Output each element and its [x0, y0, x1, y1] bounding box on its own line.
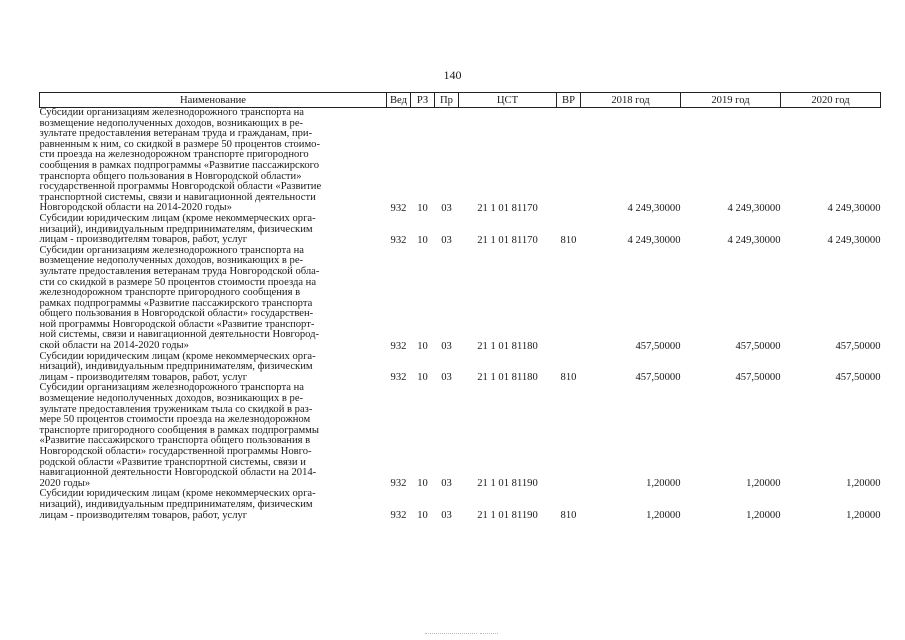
row-name-line: лицам - производителям товаров, работ, услуг: [39, 509, 248, 521]
table-row: [40, 352, 881, 384]
ved-code: 932: [390, 202, 407, 214]
pr-code: 03: [441, 202, 452, 214]
amount-2020: 1,20000: [846, 478, 881, 490]
pr-code: 03: [441, 510, 452, 522]
rz-code: 10: [417, 478, 428, 490]
row-name-line: Субсидии организациям железнодорожного транспорта на: [39, 244, 304, 256]
row-name-line: низаций), индивидуальным предпринимателям, физическим: [39, 361, 313, 373]
ved-code: 932: [390, 510, 407, 522]
row-name-line: возмещение недополученных доходов, возникающих в ре-: [39, 255, 304, 267]
table-header-row: [40, 93, 881, 108]
column-header: Наименование: [40, 93, 387, 108]
row-name-line: навигационной деятельности Новгородской области на 2014-: [39, 467, 317, 479]
row-name-line: сти проезда на железнодорожном транспорте пригородного: [39, 149, 309, 161]
row-name: [40, 246, 387, 352]
row-name-line: «Развитие пассажирского транспорта общего пользования в: [39, 435, 311, 447]
amount-2018: 4 249,30000: [627, 234, 681, 246]
row-name: [40, 489, 387, 521]
row-name-line: Субсидии юридическим лицам (кроме некоммерческих орга-: [39, 212, 316, 224]
table-body: [40, 108, 881, 522]
amount-2020: 457,50000: [835, 372, 881, 384]
column-header: Пр: [435, 93, 459, 108]
amount-2018: 457,50000: [635, 372, 681, 384]
table-row: [40, 383, 881, 489]
row-name-line: родской области «Развитие транспортной системы, связи и: [39, 456, 306, 468]
cst-code: 21 1 01 81190: [477, 510, 538, 522]
row-name: [40, 108, 387, 214]
column-header: Вед: [387, 93, 411, 108]
row-name-line: ной программы Новгородской области «Развитие транспорт-: [39, 318, 315, 330]
row-name-line: лицам - производителям товаров, работ, услуг: [39, 234, 248, 246]
amount-2020: 4 249,30000: [827, 202, 881, 214]
amount-2019: 4 249,30000: [727, 202, 781, 214]
row-name-line: сообщения в рамках подпрограммы «Развитие пассажирского: [39, 159, 319, 171]
ved-code: 932: [390, 340, 407, 352]
row-name-line: транспортной системы, связи и навигационной деятельности: [39, 191, 316, 203]
budget-table: [39, 92, 881, 521]
row-name: [40, 352, 387, 384]
page-number: 140: [443, 68, 462, 82]
amount-2018: 457,50000: [635, 340, 681, 352]
rz-code: 10: [417, 510, 428, 522]
table-row: [40, 489, 881, 521]
row-name-line: зультате предоставления ветеранам труда и гражданам, при-: [39, 128, 313, 140]
rz-code: 10: [417, 202, 428, 214]
amount-2019: 457,50000: [735, 340, 781, 352]
row-name-line: ной системы, связи и навигационной деятельности Новгород-: [39, 329, 320, 341]
row-name-line: возмещение недополученных доходов, возникающих в ре-: [39, 117, 304, 129]
vr-code: [557, 108, 581, 214]
amount-2020: 457,50000: [835, 340, 881, 352]
row-name-line: Субсидии юридическим лицам (кроме некоммерческих орга-: [39, 488, 316, 500]
cst-code: 21 1 01 81170: [477, 234, 538, 246]
row-name-line: возмещение недополученных доходов, возникающих в ре-: [39, 393, 304, 405]
column-header: 2020 год: [781, 93, 881, 108]
amount-2019: 1,20000: [746, 510, 781, 522]
amount-2019: 457,50000: [735, 372, 781, 384]
row-name-line: лицам - производителям товаров, работ, услуг: [39, 371, 248, 383]
column-header: ЦСТ: [459, 93, 557, 108]
column-header: ВР: [557, 93, 581, 108]
row-name-line: ской области на 2014-2020 годы»: [39, 340, 189, 352]
column-header: 2019 год: [681, 93, 781, 108]
table-row: [40, 246, 881, 352]
row-name-line: 2020 годы»: [39, 477, 91, 489]
row-name-line: Субсидии организациям железнодорожного транспорта на: [39, 382, 304, 394]
row-name-line: Субсидии организациям железнодорожного транспорта на: [39, 107, 304, 118]
amount-2019: 1,20000: [746, 478, 781, 490]
vr-code: 810: [560, 510, 577, 522]
row-name-line: транспорте пригородного сообщения в рамках подпрограммы: [39, 424, 319, 436]
amount-2018: 1,20000: [646, 478, 681, 490]
ved-code: 932: [390, 234, 407, 246]
row-name-line: рамках подпрограммы «Развитие пассажирского транспорта: [39, 297, 313, 309]
row-name-line: низаций), индивидуальным предпринимателям, физическим: [39, 223, 313, 235]
vr-code: 810: [560, 372, 577, 384]
footer-mark: [480, 633, 498, 634]
cst-code: 21 1 01 81180: [477, 372, 538, 384]
column-header: 2018 год: [581, 93, 681, 108]
vr-code: [557, 383, 581, 489]
row-name-line: Новгородской области на 2014-2020 годы»: [39, 202, 232, 214]
amount-2018: 4 249,30000: [627, 202, 681, 214]
vr-code: 810: [560, 234, 577, 246]
footer-mark: [425, 633, 477, 634]
rz-code: 10: [417, 340, 428, 352]
cst-code: 21 1 01 81180: [477, 340, 538, 352]
column-header: РЗ: [411, 93, 435, 108]
row-name-line: железнодорожном транспорте пригородного сообщения в: [39, 287, 301, 299]
vr-code: [557, 246, 581, 352]
row-name-line: транспорта общего пользования в Новгородской области»: [39, 170, 302, 182]
ved-code: 932: [390, 478, 407, 490]
amount-2019: 4 249,30000: [727, 234, 781, 246]
row-name-line: Новгородской области» государственной программы Новго-: [39, 446, 312, 457]
row-name-line: зультате предоставления труженикам тыла со скидкой в раз-: [39, 403, 313, 415]
row-name: [40, 383, 387, 489]
amount-2020: 4 249,30000: [827, 234, 881, 246]
pr-code: 03: [441, 478, 452, 490]
table-row: [40, 108, 881, 214]
cst-code: 21 1 01 81190: [477, 478, 538, 490]
pr-code: 03: [441, 372, 452, 384]
row-name-line: сти со скидкой в размере 50 процентов стоимости проезда на: [39, 276, 317, 288]
rz-code: 10: [417, 372, 428, 384]
amount-2018: 1,20000: [646, 510, 681, 522]
row-name-line: мере 50 процентов стоимости проезда на железнодорожном: [39, 414, 311, 426]
row-name-line: общего пользования в Новгородской области» государствен-: [39, 308, 314, 320]
pr-code: 03: [441, 340, 452, 352]
row-name-line: государственной программы Новгородской области «Развитие: [39, 181, 322, 193]
row-name: [40, 214, 387, 246]
rz-code: 10: [417, 234, 428, 246]
table-row: [40, 214, 881, 246]
row-name-line: низаций), индивидуальным предпринимателям, физическим: [39, 498, 313, 510]
row-name-line: Субсидии юридическим лицам (кроме некоммерческих орга-: [39, 350, 316, 362]
row-name-line: равненным к ним, со скидкой в размере 50 процентов стоимо-: [39, 138, 321, 150]
cst-code: 21 1 01 81170: [477, 202, 538, 214]
amount-2020: 1,20000: [846, 510, 881, 522]
pr-code: 03: [441, 234, 452, 246]
ved-code: 932: [390, 372, 407, 384]
row-name-line: зультате предоставления ветеранам труда Новгородской обла-: [39, 265, 320, 277]
